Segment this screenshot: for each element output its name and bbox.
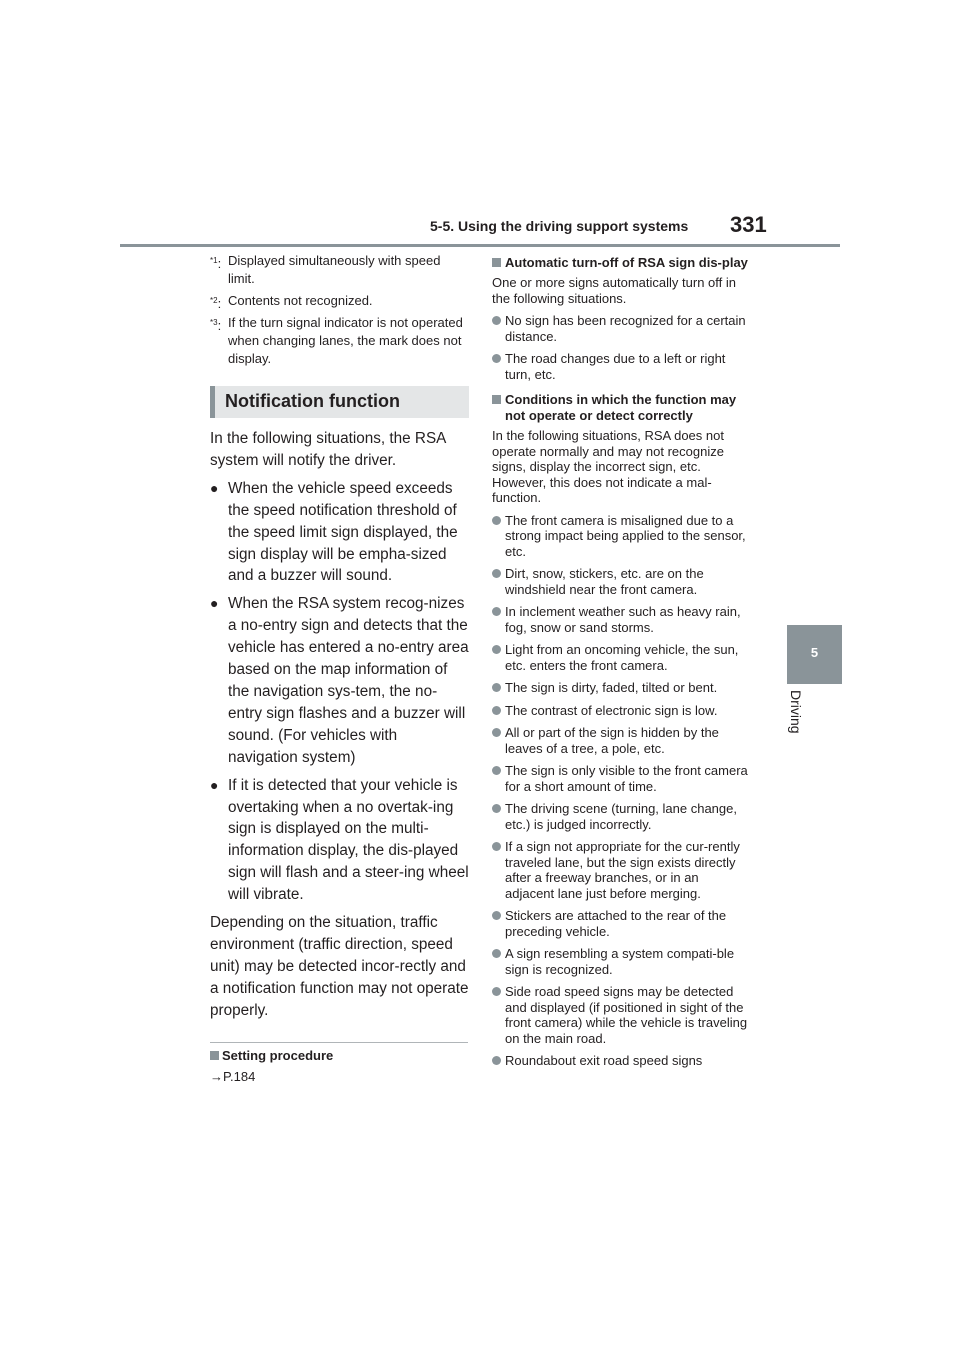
list-item-text: The front camera is misaligned due to a strong impact being applied to the sensor, etc. [505,512,746,559]
circle-bullet-icon [492,842,501,851]
bullet-icon: ● [210,776,219,793]
list-item [492,642,750,673]
circle-bullet-icon [492,607,501,616]
circle-bullet-icon [492,683,501,692]
header-rule [120,244,840,247]
left-column [210,252,470,1086]
circle-bullet-icon [492,569,501,578]
list-item-text: In inclement weather such as heavy rain, fog, snow or sand storms. [505,604,741,635]
page-number: 331 [730,212,767,237]
chapter-label: Driving [788,690,804,734]
footnote-text: Contents not recognized. [228,293,373,308]
circle-bullet-icon [492,911,501,920]
list-item-text: All or part of the sign is hidden by the leaves of a tree, a pole, etc. [505,725,719,756]
list-item [492,351,750,382]
circle-bullet-icon [492,949,501,958]
list-item-text: The contrast of electronic sign is low. [505,702,718,718]
footnote-mark: $^{*2}$: [210,296,222,311]
section-title: 5-5. Using the driving support systems [430,218,689,234]
list-item-text: The sign is dirty, faded, tilted or bent. [505,680,718,695]
list-item-text: No sign has been recognized for a certain distance. [505,313,746,344]
circle-bullet-icon [492,706,501,715]
chapter-tab [787,625,842,684]
list-item [210,593,470,768]
page-reference-link[interactable]: →P.184 [210,1068,256,1084]
list-item [492,1053,750,1069]
list-item [492,908,750,939]
footnote [210,292,470,310]
footnote-text: If the turn signal indicator is not operated when changing lanes, the mark does not display. [228,315,463,366]
paragraph: One or more signs automatically turn off in the following situations. [492,275,736,306]
list-item-text: Side road speed signs may be detected and displayed (if positioned in sight of the front camera) while the vehicle is traveling on the main road. [505,984,748,1046]
subheading-text: Automatic turn-off of RSA sign dis-play [505,255,748,270]
circle-bullet-icon [492,728,501,737]
list-item [492,763,750,794]
closing-paragraph: Depending on the situation, traffic environment (traffic direction, speed unit) may be detected incor-rectly and a notification function may not operate properly. [210,914,469,1019]
circle-bullet-icon [492,516,501,525]
subheading [492,255,750,271]
square-bullet-icon [492,258,501,267]
square-bullet-icon [492,395,501,404]
footnote-mark: $^{*3}$: [210,318,222,333]
list-item [210,478,470,588]
list-item-text: The driving scene (turning, lane change, etc.) is judged incorrectly. [505,801,737,832]
footnote [210,314,470,368]
circle-bullet-icon [492,645,501,654]
bullet-icon: ● [210,479,219,496]
list-item [492,513,750,560]
list-item-text: A sign resembling a system compati-ble sign is recognized. [505,946,735,977]
right-column [492,255,750,1069]
footnote [210,252,470,288]
list-item [492,984,750,1046]
circle-bullet-icon [492,354,501,363]
intro-paragraph: In the following situations, the RSA system will notify the driver. [210,430,446,469]
circle-bullet-icon [492,1056,501,1065]
list-item [210,775,470,906]
bullet-icon: ● [210,595,219,612]
list-item [492,946,750,977]
chapter-label-wrap [782,690,812,790]
list-item [492,703,750,719]
divider [210,1042,468,1043]
footnote-text: Displayed simultaneously with speed limit. [228,253,441,286]
paragraph: In the following situations, RSA does not operate normally and may not recognize signs, display the incorrect sign, etc. However, this does not indicate a mal-function. [492,428,724,505]
list-item-text: The sign is only visible to the front camera for a short amount of time. [505,763,748,794]
list-item [492,725,750,756]
chapter-number: 5 [810,645,819,660]
list-item-text: Stickers are attached to the rear of the preceding vehicle. [505,908,727,939]
subheading-text: Setting procedure [222,1047,334,1063]
list-item-text: Light from an oncoming vehicle, the sun, etc. enters the front camera. [505,642,739,673]
circle-bullet-icon [492,804,501,813]
list-item-text: When the vehicle speed exceeds the speed notification threshold of the speed limit sign displayed, the sign display will be empha-sized and a buzzer will sound. [228,479,458,585]
list-item [492,566,750,597]
list-item-text: If a sign not appropriate for the cur-rently traveled lane, but the sign exists directly after a freeway branches, or in an adjacent lane just before merging. [505,839,740,901]
subheading [492,392,750,424]
section-heading: Notification function [210,386,469,418]
circle-bullet-icon [492,766,501,775]
list-item [492,839,750,901]
square-bullet-icon [210,1051,219,1060]
subheading [210,1047,470,1065]
list-item-text: Roundabout exit road speed signs [505,1053,703,1068]
list-item-text: The road changes due to a left or right turn, etc. [505,351,726,382]
list-item-text: If it is detected that your vehicle is overtaking when a no overtak-ing sign is displayed on the multi-information display, the dis-played sign will flash and a steer-ing wheel will vibrate. [228,776,469,904]
list-item [492,313,750,344]
list-item-text: When the RSA system recog-nizes a no-entry sign and detects that the vehicle has entered a no-entry area based on the map information of the navigation sys-tem, the no-entry sign flashes and a buzzer will sound. (For vehicles with navigation system) [228,595,469,766]
list-item [492,604,750,635]
circle-bullet-icon [492,316,501,325]
list-item [492,801,750,832]
footnote-mark: $^{*1}$: [210,256,222,271]
subheading-text: Conditions in which the function may not operate or detect correctly [505,392,737,423]
list-item-text: Dirt, snow, stickers, etc. are on the windshield near the front camera. [505,566,704,597]
circle-bullet-icon [492,987,501,996]
list-item [492,680,750,696]
